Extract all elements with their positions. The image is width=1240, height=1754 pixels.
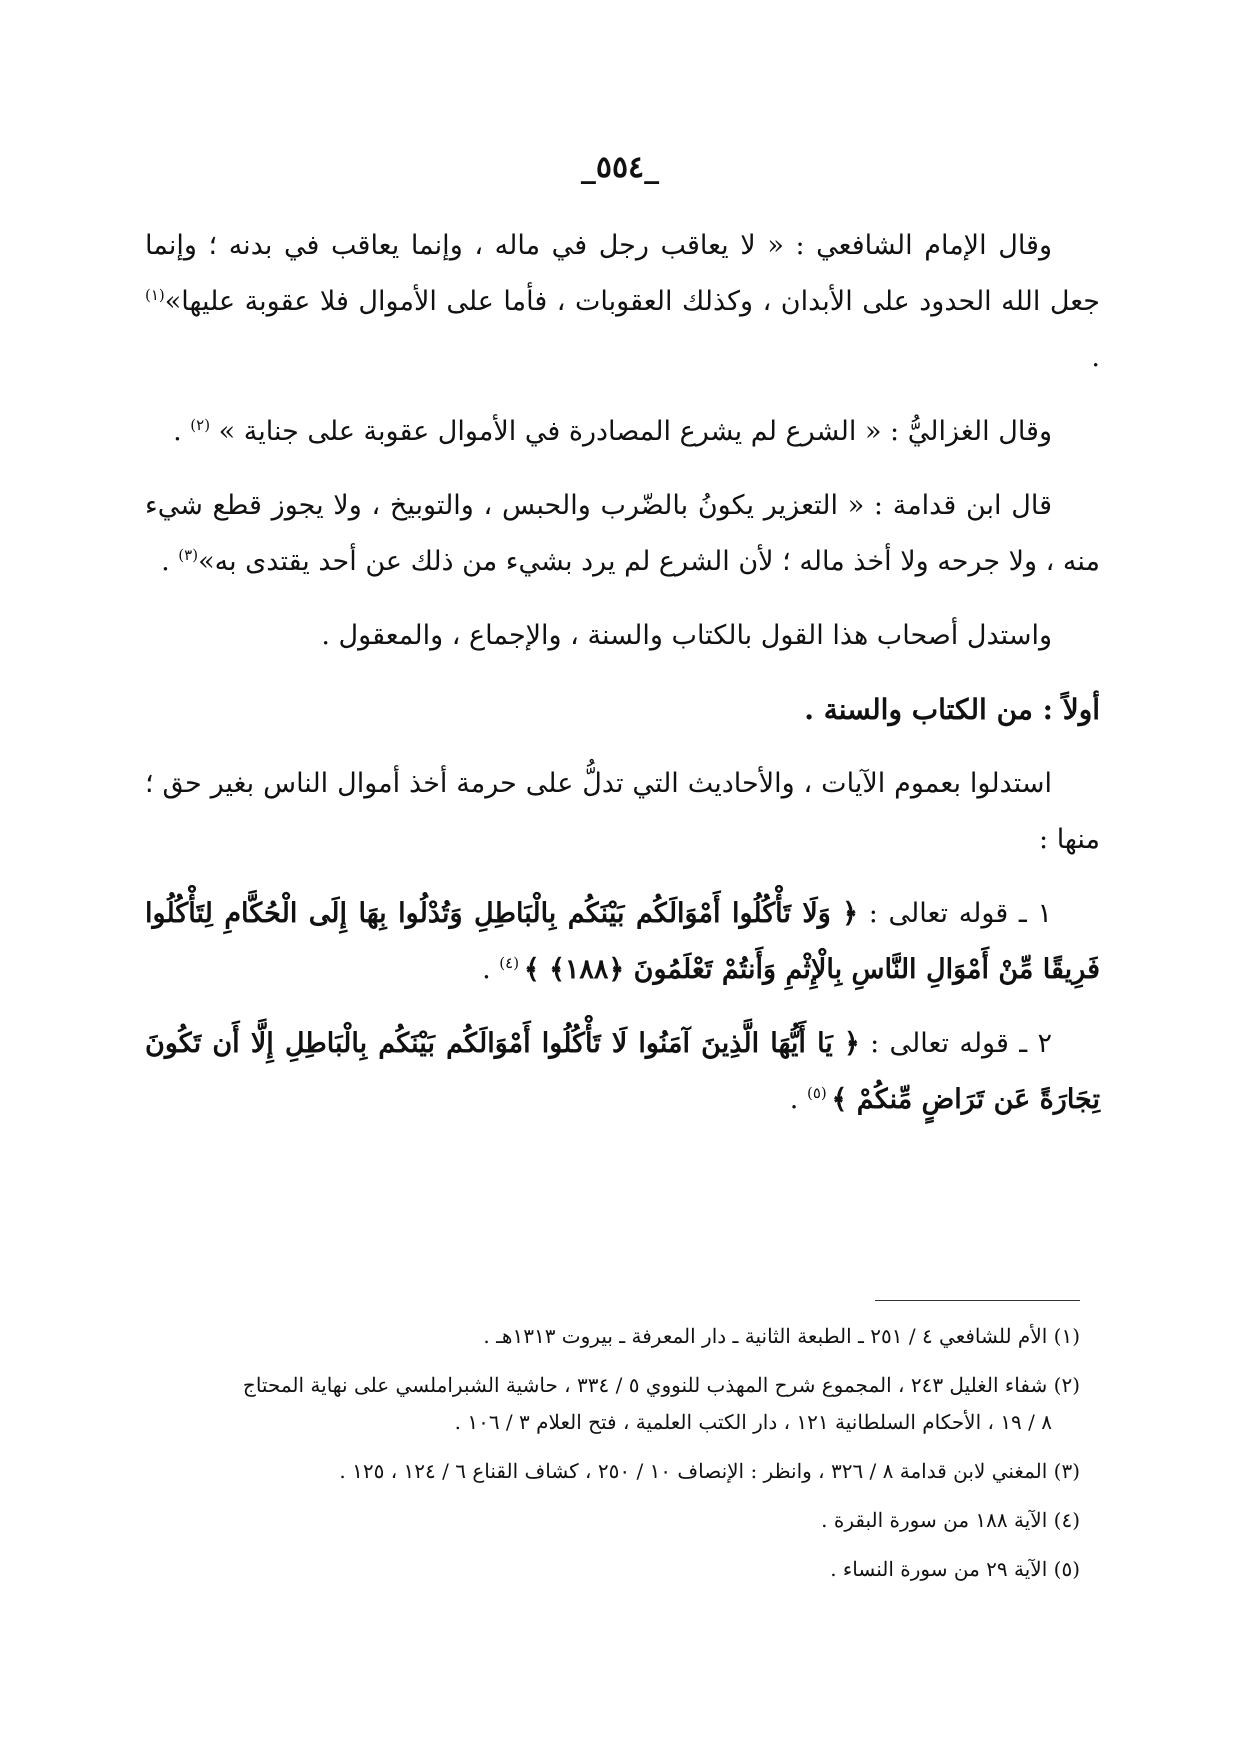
verse-end: . — [789, 1084, 807, 1115]
paragraph-ghazali-quote — [145, 404, 1100, 460]
verse-prefix: ١ ـ قوله تعالى : — [858, 898, 1052, 929]
paragraph-text: قال ابن قدامة : « التعزير يكونُ بالضّرب والحبس ، والتوبيخ ، ولا يجوز قطع شيء منه ، ولا جرحه ولا أخذ ماله ؛ لأن الشرع لم يرد بشيء من ذلك عن أحد يقتدى به» — [145, 490, 1100, 577]
paragraph-shafii-quote — [145, 218, 1100, 386]
section-heading: أولاً : من الكتاب والسنة . — [804, 693, 1100, 726]
paragraph-end: . — [173, 416, 191, 447]
quran-verse: ﴿ يَا أَيُّهَا الَّذِينَ آمَنُوا لَا تَأْكُلُوا أَمْوَالَكُم بَيْنَكُم بِالْبَاطِلِ إِلَّا أَن تَكُونَ تِجَارَةً عَن تَرَاضٍ مِّنكُمْ ﴾ — [145, 1028, 1100, 1115]
footnote-ref-2: (٢) — [190, 416, 211, 434]
footnote-ref-1: (١) — [145, 286, 165, 304]
footnote-1: (١) الأم للشافعي ٤ / ٢٥١ ـ الطبعة الثانية ـ دار المعرفة ـ بيروت ١٣١٣هـ . — [483, 1324, 1080, 1348]
footnote-2 — [145, 1367, 1080, 1441]
footnote-2-line-1: (٢) شفاء الغليل ٢٤٣ ، المجموع شرح المهذب للنووي ٥ / ٣٣٤ ، حاشية الشبراملسي على نهاية المحتاج — [242, 1373, 1080, 1397]
footnote-3: (٣) المغني لابن قدامة ٨ / ٣٢٦ ، وانظر : الإنصاف ١٠ / ٢٥٠ ، كشاف القناع ٦ / ١٢٤ ، ١٢٥ . — [339, 1459, 1080, 1483]
footnote-divider — [875, 1300, 1080, 1301]
page-number: _٥٥٤_ — [580, 150, 660, 185]
paragraph-ibn-qudama-quote — [145, 478, 1100, 590]
footnote-5: (٥) الآية ٢٩ من سورة النساء . — [830, 1557, 1080, 1581]
paragraph-text: وقال الإمام الشافعي : « لا يعاقب رجل في ماله ، وإنما يعاقب في بدنه ؛ وإنما جعل الله الحدود على الأبدان ، وكذلك العقوبات ، فأما على الأموال فلا عقوبة عليها» — [145, 230, 1100, 317]
footnote-4: (٤) الآية ١٨٨ من سورة البقرة . — [821, 1508, 1080, 1532]
paragraph-end: . — [161, 546, 179, 577]
paragraph-evidence-general: استدلوا بعموم الآيات ، والأحاديث التي تدلُّ على حرمة أخذ أموال الناس بغير حق ؛ منها : — [145, 768, 1100, 855]
footnote-ref-5: (٥) — [806, 1084, 832, 1102]
quran-verse: ﴿ وَلَا تَأْكُلُوا أَمْوَالَكُم بَيْنَكُم بِالْبَاطِلِ وَتُدْلُوا بِهَا إِلَى الْحُكَّامِ لِتَأْكُلُوا فَرِيقًا مِّنْ أَمْوَالِ النَّاسِ بِالْإِثْمِ وَأَنتُمْ تَعْلَمُونَ ﴿١٨٨﴾ ﴾ — [145, 898, 1100, 985]
verse-prefix: ٢ ـ قوله تعالى : — [859, 1028, 1052, 1059]
verse-end: . — [482, 954, 500, 985]
main-text — [145, 218, 1100, 1146]
paragraph-end: . — [1091, 342, 1100, 373]
footnote-2-line-2: ٨ / ١٩ ، الأحكام السلطانية ١٢١ ، دار الكتب العلمية ، فتح العلام ٣ / ١٠٦ . — [454, 1410, 1052, 1434]
paragraph-evidence-intro: واستدل أصحاب هذا القول بالكتاب والسنة ، والإجماع ، والمعقول . — [321, 620, 1052, 651]
verse-item-1 — [145, 886, 1100, 998]
footnote-ref-4: (٤) — [499, 954, 524, 972]
footnote-ref-3: (٣) — [178, 546, 199, 564]
verse-item-2 — [145, 1016, 1100, 1128]
paragraph-text: وقال الغزاليُّ : « الشرع لم يشرع المصادرة في الأموال عقوبة على جناية » — [210, 416, 1052, 447]
footnotes — [145, 1318, 1080, 1600]
